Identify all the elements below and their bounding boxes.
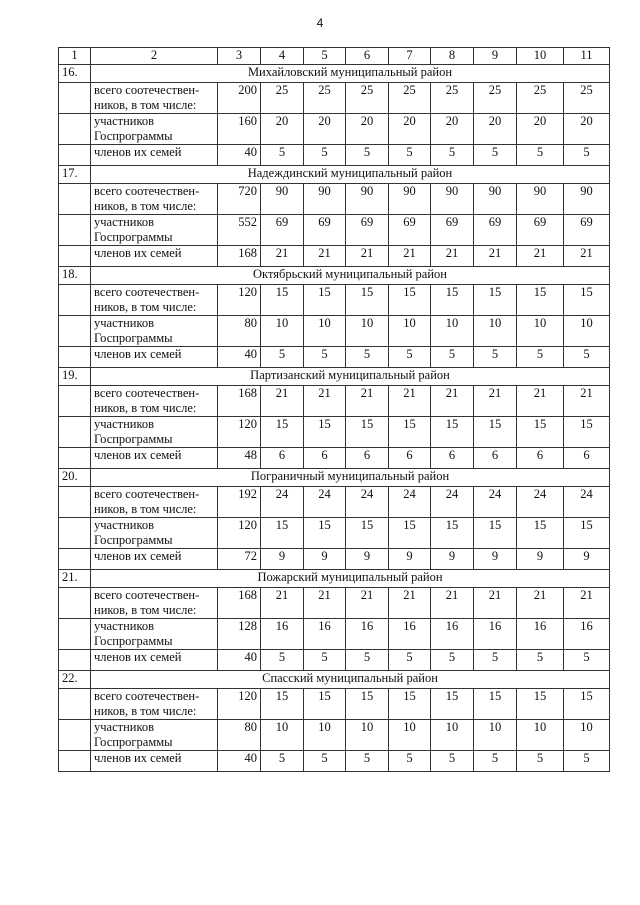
year-value-cell: 5	[517, 145, 564, 166]
year-value-cell: 21	[346, 246, 389, 267]
year-value-cell: 5	[474, 347, 517, 368]
year-value-cell: 5	[517, 347, 564, 368]
year-value-cell: 21	[261, 246, 304, 267]
year-value-cell: 24	[346, 487, 389, 518]
year-value-cell: 21	[346, 386, 389, 417]
empty-cell	[59, 316, 91, 347]
data-row	[59, 720, 610, 751]
year-value-cell: 5	[389, 347, 431, 368]
year-value-cell: 21	[389, 386, 431, 417]
row-label: всего соотечествен-ников, в том числе:	[91, 588, 218, 619]
year-value-cell: 10	[346, 316, 389, 347]
year-value-cell: 9	[517, 549, 564, 570]
year-value-cell: 69	[474, 215, 517, 246]
year-value-cell: 21	[304, 386, 346, 417]
data-row	[59, 650, 610, 671]
empty-cell	[59, 246, 91, 267]
row-label: членов их семей	[91, 145, 218, 166]
year-value-cell: 15	[261, 285, 304, 316]
year-value-cell: 90	[389, 184, 431, 215]
year-value-cell: 15	[474, 518, 517, 549]
year-value-cell: 24	[474, 487, 517, 518]
row-label: всего соотечествен-ников, в том числе:	[91, 83, 218, 114]
header-cell: 1	[59, 48, 91, 65]
district-header-row	[59, 469, 610, 487]
row-label: участников Госпрограммы	[91, 215, 218, 246]
year-value-cell: 24	[389, 487, 431, 518]
year-value-cell: 15	[474, 285, 517, 316]
header-cell: 11	[564, 48, 610, 65]
total-cell: 48	[218, 448, 261, 469]
year-value-cell: 15	[346, 689, 389, 720]
year-value-cell: 5	[304, 650, 346, 671]
empty-cell	[59, 145, 91, 166]
year-value-cell: 5	[261, 650, 304, 671]
year-value-cell: 15	[564, 285, 610, 316]
year-value-cell: 15	[304, 285, 346, 316]
data-row	[59, 316, 610, 347]
row-label: участников Госпрограммы	[91, 518, 218, 549]
year-value-cell: 10	[517, 316, 564, 347]
year-value-cell: 5	[261, 751, 304, 772]
year-value-cell: 5	[389, 650, 431, 671]
data-row	[59, 751, 610, 772]
year-value-cell: 90	[261, 184, 304, 215]
year-value-cell: 16	[564, 619, 610, 650]
total-cell: 40	[218, 751, 261, 772]
data-row	[59, 114, 610, 145]
year-value-cell: 16	[304, 619, 346, 650]
data-row	[59, 347, 610, 368]
data-row	[59, 588, 610, 619]
year-value-cell: 15	[517, 689, 564, 720]
year-value-cell: 5	[304, 347, 346, 368]
empty-cell	[59, 448, 91, 469]
year-value-cell: 21	[431, 588, 474, 619]
year-value-cell: 5	[389, 145, 431, 166]
row-label: членов их семей	[91, 751, 218, 772]
year-value-cell: 21	[431, 246, 474, 267]
year-value-cell: 15	[304, 417, 346, 448]
year-value-cell: 9	[431, 549, 474, 570]
district-header-row	[59, 166, 610, 184]
row-label: членов их семей	[91, 347, 218, 368]
year-value-cell: 21	[304, 246, 346, 267]
year-value-cell: 15	[474, 689, 517, 720]
year-value-cell: 21	[261, 588, 304, 619]
header-cell: 10	[517, 48, 564, 65]
row-label: членов их семей	[91, 246, 218, 267]
empty-cell	[59, 215, 91, 246]
year-value-cell: 16	[431, 619, 474, 650]
total-cell: 120	[218, 518, 261, 549]
year-value-cell: 21	[564, 386, 610, 417]
year-value-cell: 15	[389, 285, 431, 316]
year-value-cell: 25	[346, 83, 389, 114]
year-value-cell: 15	[517, 285, 564, 316]
row-label: участников Госпрограммы	[91, 619, 218, 650]
year-value-cell: 6	[261, 448, 304, 469]
year-value-cell: 90	[474, 184, 517, 215]
year-value-cell: 69	[261, 215, 304, 246]
year-value-cell: 10	[431, 720, 474, 751]
year-value-cell: 6	[517, 448, 564, 469]
year-value-cell: 6	[304, 448, 346, 469]
year-value-cell: 20	[304, 114, 346, 145]
year-value-cell: 21	[517, 386, 564, 417]
district-name: Спасский муниципальный район	[91, 671, 610, 689]
district-name: Михайловский муниципальный район	[91, 65, 610, 83]
year-value-cell: 21	[389, 588, 431, 619]
total-cell: 80	[218, 316, 261, 347]
year-value-cell: 69	[304, 215, 346, 246]
district-number: 22.	[59, 671, 91, 689]
total-cell: 120	[218, 285, 261, 316]
year-value-cell: 5	[564, 751, 610, 772]
district-header-row	[59, 65, 610, 83]
row-label: членов их семей	[91, 448, 218, 469]
total-cell: 40	[218, 650, 261, 671]
year-value-cell: 15	[304, 689, 346, 720]
year-value-cell: 10	[346, 720, 389, 751]
empty-cell	[59, 347, 91, 368]
year-value-cell: 21	[474, 588, 517, 619]
row-label: всего соотечествен-ников, в том числе:	[91, 386, 218, 417]
year-value-cell: 15	[346, 518, 389, 549]
year-value-cell: 20	[517, 114, 564, 145]
year-value-cell: 90	[304, 184, 346, 215]
year-value-cell: 15	[564, 689, 610, 720]
total-cell: 40	[218, 145, 261, 166]
data-row	[59, 417, 610, 448]
year-value-cell: 15	[517, 518, 564, 549]
empty-cell	[59, 114, 91, 145]
year-value-cell: 24	[564, 487, 610, 518]
year-value-cell: 15	[564, 417, 610, 448]
year-value-cell: 21	[564, 246, 610, 267]
district-number: 16.	[59, 65, 91, 83]
header-row	[59, 48, 610, 65]
year-value-cell: 5	[517, 650, 564, 671]
year-value-cell: 20	[346, 114, 389, 145]
year-value-cell: 5	[564, 347, 610, 368]
district-name: Партизанский муниципальный район	[91, 368, 610, 386]
year-value-cell: 5	[474, 145, 517, 166]
year-value-cell: 10	[517, 720, 564, 751]
empty-cell	[59, 619, 91, 650]
year-value-cell: 25	[517, 83, 564, 114]
year-value-cell: 15	[346, 285, 389, 316]
year-value-cell: 15	[431, 689, 474, 720]
total-cell: 72	[218, 549, 261, 570]
year-value-cell: 16	[389, 619, 431, 650]
year-value-cell: 6	[431, 448, 474, 469]
year-value-cell: 5	[261, 145, 304, 166]
year-value-cell: 10	[304, 720, 346, 751]
year-value-cell: 21	[261, 386, 304, 417]
year-value-cell: 90	[517, 184, 564, 215]
year-value-cell: 10	[261, 720, 304, 751]
empty-cell	[59, 689, 91, 720]
year-value-cell: 25	[564, 83, 610, 114]
data-row	[59, 83, 610, 114]
row-label: участников Госпрограммы	[91, 316, 218, 347]
year-value-cell: 25	[474, 83, 517, 114]
total-cell: 120	[218, 689, 261, 720]
year-value-cell: 9	[389, 549, 431, 570]
year-value-cell: 16	[346, 619, 389, 650]
district-header-row	[59, 267, 610, 285]
year-value-cell: 9	[346, 549, 389, 570]
year-value-cell: 9	[304, 549, 346, 570]
year-value-cell: 10	[564, 720, 610, 751]
data-row	[59, 246, 610, 267]
district-number: 20.	[59, 469, 91, 487]
header-cell: 6	[346, 48, 389, 65]
year-value-cell: 24	[431, 487, 474, 518]
total-cell: 168	[218, 386, 261, 417]
year-value-cell: 90	[431, 184, 474, 215]
year-value-cell: 90	[346, 184, 389, 215]
row-label: участников Госпрограммы	[91, 114, 218, 145]
total-cell: 40	[218, 347, 261, 368]
header-cell: 5	[304, 48, 346, 65]
empty-cell	[59, 549, 91, 570]
row-label: участников Госпрограммы	[91, 417, 218, 448]
year-value-cell: 15	[261, 518, 304, 549]
data-row	[59, 215, 610, 246]
empty-cell	[59, 417, 91, 448]
year-value-cell: 15	[517, 417, 564, 448]
year-value-cell: 20	[431, 114, 474, 145]
year-value-cell: 5	[517, 751, 564, 772]
year-value-cell: 15	[474, 417, 517, 448]
row-label: всего соотечествен-ников, в том числе:	[91, 184, 218, 215]
district-name: Пожарский муниципальный район	[91, 570, 610, 588]
page-number: 4	[316, 16, 324, 30]
year-value-cell: 21	[564, 588, 610, 619]
empty-cell	[59, 518, 91, 549]
year-value-cell: 15	[389, 417, 431, 448]
year-value-cell: 15	[564, 518, 610, 549]
year-value-cell: 10	[389, 720, 431, 751]
total-cell: 168	[218, 588, 261, 619]
row-label: участников Госпрограммы	[91, 720, 218, 751]
district-name: Пограничный муниципальный район	[91, 469, 610, 487]
year-value-cell: 16	[517, 619, 564, 650]
year-value-cell: 5	[564, 145, 610, 166]
total-cell: 120	[218, 417, 261, 448]
year-value-cell: 21	[474, 386, 517, 417]
year-value-cell: 5	[304, 145, 346, 166]
year-value-cell: 5	[261, 347, 304, 368]
year-value-cell: 69	[431, 215, 474, 246]
year-value-cell: 16	[261, 619, 304, 650]
year-value-cell: 9	[261, 549, 304, 570]
year-value-cell: 25	[431, 83, 474, 114]
year-value-cell: 90	[564, 184, 610, 215]
total-cell: 720	[218, 184, 261, 215]
year-value-cell: 6	[474, 448, 517, 469]
year-value-cell: 10	[474, 316, 517, 347]
year-value-cell: 25	[389, 83, 431, 114]
year-value-cell: 69	[517, 215, 564, 246]
empty-cell	[59, 83, 91, 114]
resettlement-table	[58, 47, 610, 772]
year-value-cell: 15	[389, 518, 431, 549]
header-cell: 2	[91, 48, 218, 65]
year-value-cell: 15	[261, 417, 304, 448]
data-row	[59, 448, 610, 469]
year-value-cell: 5	[474, 751, 517, 772]
year-value-cell: 15	[346, 417, 389, 448]
total-cell: 80	[218, 720, 261, 751]
empty-cell	[59, 386, 91, 417]
year-value-cell: 24	[304, 487, 346, 518]
year-value-cell: 5	[431, 145, 474, 166]
district-number: 21.	[59, 570, 91, 588]
year-value-cell: 21	[346, 588, 389, 619]
year-value-cell: 5	[346, 751, 389, 772]
year-value-cell: 5	[346, 145, 389, 166]
year-value-cell: 15	[431, 417, 474, 448]
year-value-cell: 10	[431, 316, 474, 347]
data-row	[59, 549, 610, 570]
year-value-cell: 5	[304, 751, 346, 772]
year-value-cell: 9	[564, 549, 610, 570]
data-row	[59, 285, 610, 316]
year-value-cell: 15	[389, 689, 431, 720]
year-value-cell: 6	[346, 448, 389, 469]
data-row	[59, 487, 610, 518]
year-value-cell: 20	[564, 114, 610, 145]
year-value-cell: 69	[389, 215, 431, 246]
year-value-cell: 21	[517, 246, 564, 267]
total-cell: 192	[218, 487, 261, 518]
year-value-cell: 10	[304, 316, 346, 347]
header-cell: 8	[431, 48, 474, 65]
district-number: 17.	[59, 166, 91, 184]
empty-cell	[59, 650, 91, 671]
year-value-cell: 24	[517, 487, 564, 518]
header-cell: 7	[389, 48, 431, 65]
year-value-cell: 20	[261, 114, 304, 145]
district-name: Октябрьский муниципальный район	[91, 267, 610, 285]
year-value-cell: 5	[564, 650, 610, 671]
row-label: всего соотечествен-ников, в том числе:	[91, 487, 218, 518]
year-value-cell: 24	[261, 487, 304, 518]
year-value-cell: 21	[474, 246, 517, 267]
year-value-cell: 21	[517, 588, 564, 619]
year-value-cell: 10	[474, 720, 517, 751]
empty-cell	[59, 184, 91, 215]
total-cell: 552	[218, 215, 261, 246]
year-value-cell: 5	[346, 347, 389, 368]
year-value-cell: 21	[304, 588, 346, 619]
year-value-cell: 5	[474, 650, 517, 671]
empty-cell	[59, 487, 91, 518]
year-value-cell: 15	[431, 285, 474, 316]
district-number: 18.	[59, 267, 91, 285]
total-cell: 200	[218, 83, 261, 114]
year-value-cell: 10	[564, 316, 610, 347]
data-row	[59, 619, 610, 650]
year-value-cell: 10	[389, 316, 431, 347]
year-value-cell: 9	[474, 549, 517, 570]
year-value-cell: 69	[346, 215, 389, 246]
district-header-row	[59, 671, 610, 689]
year-value-cell: 5	[431, 751, 474, 772]
data-row	[59, 689, 610, 720]
header-cell: 4	[261, 48, 304, 65]
year-value-cell: 25	[261, 83, 304, 114]
year-value-cell: 6	[389, 448, 431, 469]
year-value-cell: 6	[564, 448, 610, 469]
year-value-cell: 20	[389, 114, 431, 145]
year-value-cell: 10	[261, 316, 304, 347]
data-row	[59, 518, 610, 549]
empty-cell	[59, 285, 91, 316]
row-label: членов их семей	[91, 650, 218, 671]
data-row	[59, 145, 610, 166]
district-header-row	[59, 368, 610, 386]
district-name: Надеждинский муниципальный район	[91, 166, 610, 184]
year-value-cell: 5	[346, 650, 389, 671]
year-value-cell: 15	[431, 518, 474, 549]
total-cell: 160	[218, 114, 261, 145]
year-value-cell: 5	[431, 347, 474, 368]
year-value-cell: 15	[304, 518, 346, 549]
year-value-cell: 15	[261, 689, 304, 720]
total-cell: 128	[218, 619, 261, 650]
header-cell: 9	[474, 48, 517, 65]
header-cell: 3	[218, 48, 261, 65]
district-number: 19.	[59, 368, 91, 386]
year-value-cell: 25	[304, 83, 346, 114]
district-header-row	[59, 570, 610, 588]
row-label: всего соотечествен-ников, в том числе:	[91, 285, 218, 316]
table-body	[59, 48, 610, 772]
year-value-cell: 21	[431, 386, 474, 417]
empty-cell	[59, 588, 91, 619]
year-value-cell: 16	[474, 619, 517, 650]
year-value-cell: 20	[474, 114, 517, 145]
row-label: всего соотечествен-ников, в том числе:	[91, 689, 218, 720]
year-value-cell: 69	[564, 215, 610, 246]
total-cell: 168	[218, 246, 261, 267]
year-value-cell: 5	[389, 751, 431, 772]
data-row	[59, 184, 610, 215]
data-row	[59, 386, 610, 417]
empty-cell	[59, 720, 91, 751]
year-value-cell: 21	[389, 246, 431, 267]
year-value-cell: 5	[431, 650, 474, 671]
empty-cell	[59, 751, 91, 772]
row-label: членов их семей	[91, 549, 218, 570]
